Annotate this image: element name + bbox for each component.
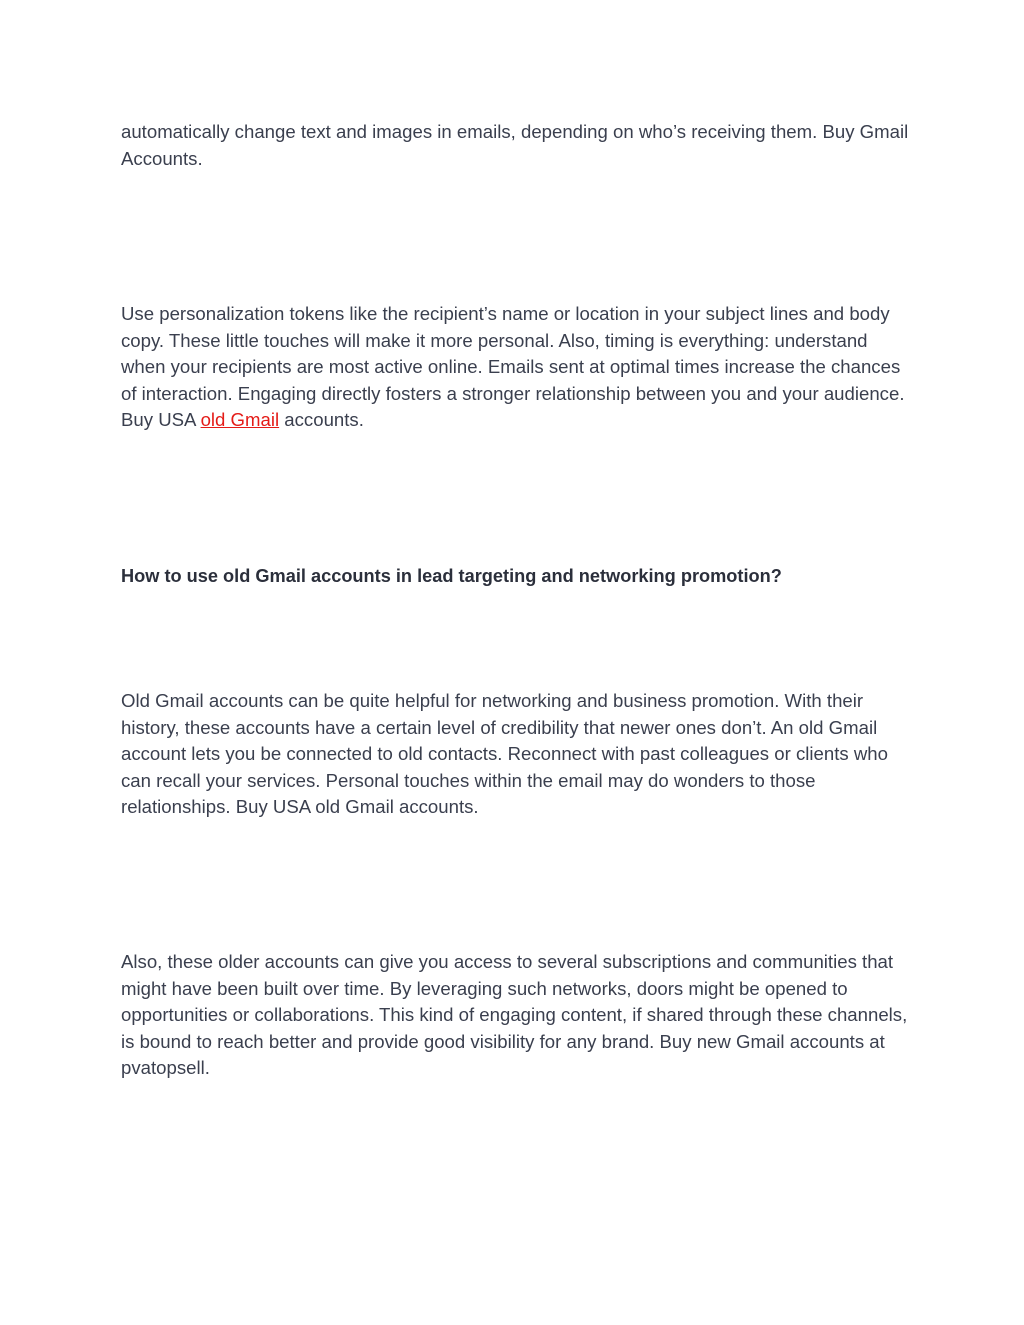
paragraph-intro-text: automatically change text and images in emails, depending on who’s receiving them. Buy Gmail Accounts. — [121, 121, 909, 169]
paragraph-personalization — [121, 301, 911, 434]
paragraph-communities — [121, 949, 911, 1082]
paragraph-communities-text: Also, these older accounts can give you access to several subscriptions and communities that might have been built over time. By leveraging such networks, doors might be opened to opportunities or collaborations. This kind of engaging content, if shared through these channels, is bound to reach better and provide good visibility for any brand. Buy new Gmail accounts at pvatopsell. — [121, 951, 908, 1078]
section-heading: How to use old Gmail accounts in lead targeting and networking promotion? — [121, 566, 782, 586]
paragraph-networking-text: Old Gmail accounts can be quite helpful for networking and business promotion. With their history, these accounts have a certain level of credibility that newer ones don’t. An old Gmail account lets you be connected to old contacts. Reconnect with past colleagues or clients who can recall your services. Personal touches within the email may do wonders to those relationships. Buy USA old Gmail accounts. — [121, 690, 888, 817]
paragraph-personalization-text: Use personalization tokens like the recipient’s name or location in your subject lines and body copy. These little touches will make it more personal. Also, timing is everything: understand when your recipients are most active online. Emails sent at optimal times increase the chances of interaction. Engaging directly fosters a stronger relationship between you and your audience. Buy USA — [121, 303, 905, 430]
old-gmail-link[interactable]: old Gmail — [200, 409, 280, 430]
paragraph-networking — [121, 688, 911, 821]
paragraph-intro — [121, 119, 911, 172]
paragraph-personalization-tail: accounts. — [279, 409, 364, 430]
